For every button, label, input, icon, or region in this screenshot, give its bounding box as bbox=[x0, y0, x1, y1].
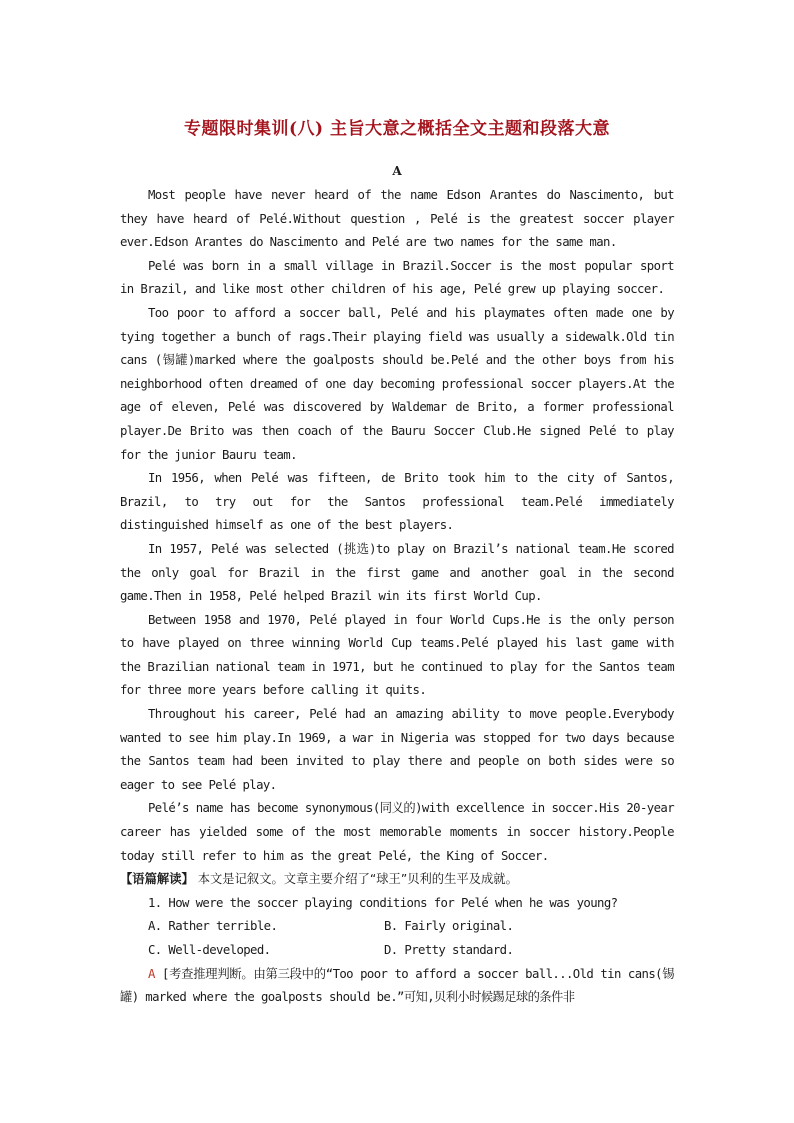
option-a: A. Rather terrible. bbox=[148, 919, 278, 934]
analysis-label: 【语篇解读】 bbox=[120, 872, 194, 887]
paragraph-8: Pelé’s name has become synonymous(同义的)with excellence in soccer.His 20-year career has yielded some of the most memorable moments in soccer history.People today still refer to him as the great Pelé, the King of Soccer. bbox=[120, 801, 674, 863]
section-label: A bbox=[392, 164, 402, 178]
answer-key: A bbox=[148, 966, 155, 981]
paragraph-1: Most people have never heard of the name Edson Arantes do Nascimento, but they have heard of Pelé.Without question , Pelé is the greatest soccer player ever.Edson Arantes do Nascimento and Pelé are two names for the same man. bbox=[120, 188, 674, 250]
option-d: D. Pretty standard. bbox=[384, 943, 514, 957]
question-stem: 1. How were the soccer playing conditions for Pelé when he was young? bbox=[148, 895, 618, 910]
paragraph-5: In 1957, Pelé was selected (挑选)to play on Brazil’s national team.He scored the only goal for Brazil in the first game and another goal in the second game.Then in 1958, Pelé helped Brazil win its first World Cup. bbox=[120, 541, 674, 604]
options-row-2 bbox=[120, 939, 674, 963]
paragraph-6: Between 1958 and 1970, Pelé played in four World Cups.He is the only person to have played on three winning World Cup teams.Pelé played his last game with the Brazilian national team in 1971, but he continued to play for the Santos team for three more years before calling it quits. bbox=[120, 612, 674, 698]
paragraph-3: Too poor to afford a soccer ball, Pelé and his playmates often made one by tying together a bunch of rags.Their playing field was usually a sidewalk.Old tin cans (锡罐)marked where the goalposts should be.Pelé and the other boys from his neighborhood often dreamed of one day becoming professional soccer players.At the age of eleven, Pelé was discovered by Waldemar de Brito, a former professional player.De Brito was then coach of the Bauru Soccer Club.He signed Pelé to play for the junior Bauru team. bbox=[120, 305, 674, 462]
page-title: 专题限时集训(八) 主旨大意之概括全文主题和段落大意 bbox=[183, 119, 610, 139]
option-b: B. Fairly original. bbox=[384, 919, 514, 934]
analysis-text: 本文是记叙文。文章主要介绍了“球王”贝利的生平及成就。 bbox=[193, 872, 518, 887]
option-c: C. Well-developed. bbox=[148, 943, 271, 957]
article-body bbox=[120, 184, 674, 1010]
paragraph-7: Throughout his career, Pelé had an amazing ability to move people.Everybody wanted to see him play.In 1969, a war in Nigeria was stopped for two days because the Santos team had been invited to play there and people on both sides were so eager to see Pelé play. bbox=[120, 707, 674, 792]
answer-explanation bbox=[120, 963, 674, 1010]
options-row-1 bbox=[120, 915, 674, 939]
paragraph-4: In 1956, when Pelé was fifteen, de Brito took him to the city of Santos, Brazil, to try out for the Santos professional team.Pelé immediately distinguished himself as one of the best players. bbox=[120, 471, 674, 533]
paragraph-2: Pelé was born in a small village in Brazil.Soccer is the most popular sport in Brazil, and like most other children of his age, Pelé grew up playing soccer. bbox=[120, 258, 674, 297]
answer-text: [考查推理判断。由第三段中的“Too poor to afford a soccer ball...Old tin cans(锡罐) marked where the goalposts should be.”可知,贝利小时候踢足球的条件非 bbox=[120, 966, 674, 1005]
text-analysis bbox=[120, 868, 674, 892]
